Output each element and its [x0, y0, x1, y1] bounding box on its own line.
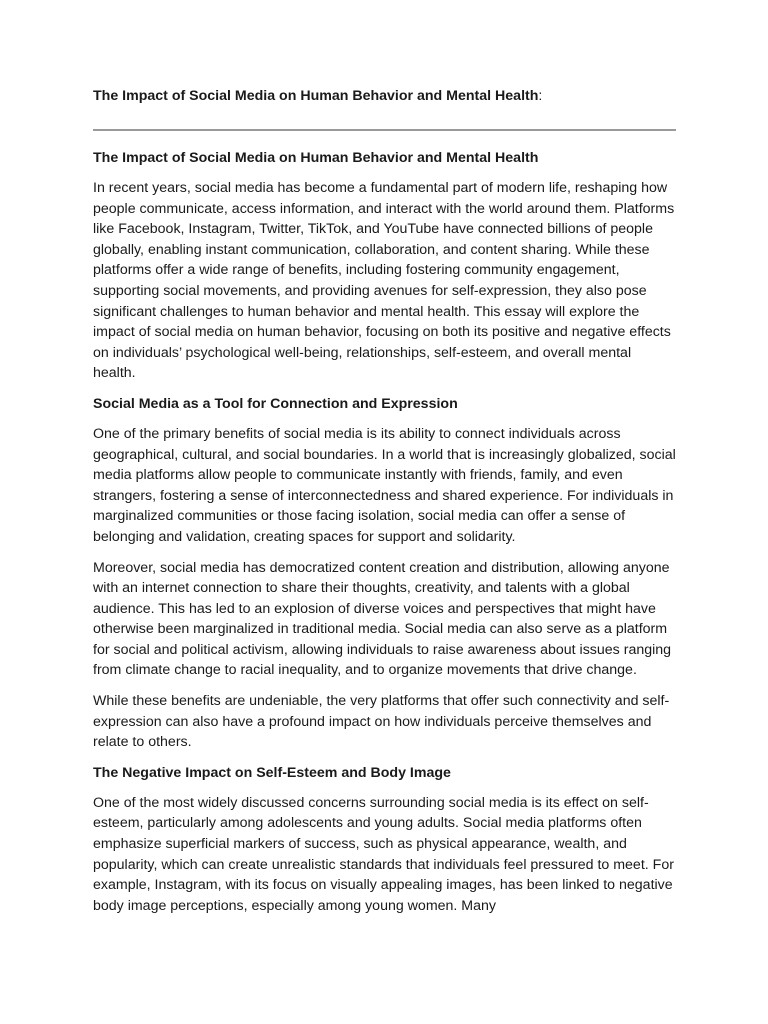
section-heading-connection: Social Media as a Tool for Connection and Expression — [93, 395, 458, 412]
horizontal-rule — [93, 129, 676, 131]
top-heading-colon: : — [538, 88, 543, 104]
section1-paragraph-3: While these benefits are undeniable, the very platforms that offer such connectivity and self-expression can also have a profound impact on how individuals perceive themselves and relate to others. — [93, 693, 670, 751]
intro-paragraph: In recent years, social media has become a fundamental part of modern life, reshaping how people communicate, access information, and interact with the world around them. Platforms like Facebook, Instagram, Twitter, TikTok, and YouTube have connected billions of people globally, enabling instant communication, collaboration, and content sharing. While these platforms offer a wide range of benefits, including fostering community engagement, supporting social movements, and providing avenues for self-expression, they also pose significant challenges to human behavior and mental health. This essay will explore the impact of social media on human behavior, focusing on both its positive and negative effects on individuals’ psychological well-being, relationships, self-esteem, and overall mental health. — [93, 180, 675, 382]
document-title: The Impact of Social Media on Human Behavior and Mental Health — [93, 150, 539, 166]
section1-paragraph-1: One of the primary benefits of social media is its ability to connect individuals across geographical, cultural, and social boundaries. In a world that is increasingly globalized, social media platforms allow people to communicate instantly with friends, family, and even strangers, fostering a sense of interconnectedness and shared experience. For individuals in marginalized communities or those facing isolation, social media can offer a sense of belonging and validation, creating spaces for support and solidarity. — [93, 425, 676, 545]
top-heading — [93, 86, 676, 106]
top-heading-text: The Impact of Social Media on Human Behavior and Mental Health — [93, 88, 539, 104]
section1-paragraph-2: Moreover, social media has democratized content creation and distribution, allowing anyone with an internet connection to share their thoughts, creativity, and talents with a global audience. This has led to an explosion of diverse voices and perspectives that might have otherwise been marginalized in traditional media. Social media can also serve as a platform for social and political activism, allowing individuals to raise awareness about issues ranging from climate change to racial inequality, and to organize movements that drive change. — [93, 559, 672, 679]
section2-paragraph-1: One of the most widely discussed concerns surrounding social media is its effect on self-esteem, particularly among adolescents and young adults. Social media platforms often emphasize superficial markers of success, such as physical appearance, wealth, and popularity, which can create unrealistic standards that individuals feel pressured to meet. For example, Instagram, with its focus on visually appealing images, has been linked to negative body image perceptions, especially among young women. Many — [93, 794, 674, 914]
section-heading-self-esteem: The Negative Impact on Self-Esteem and Body Image — [93, 764, 451, 781]
